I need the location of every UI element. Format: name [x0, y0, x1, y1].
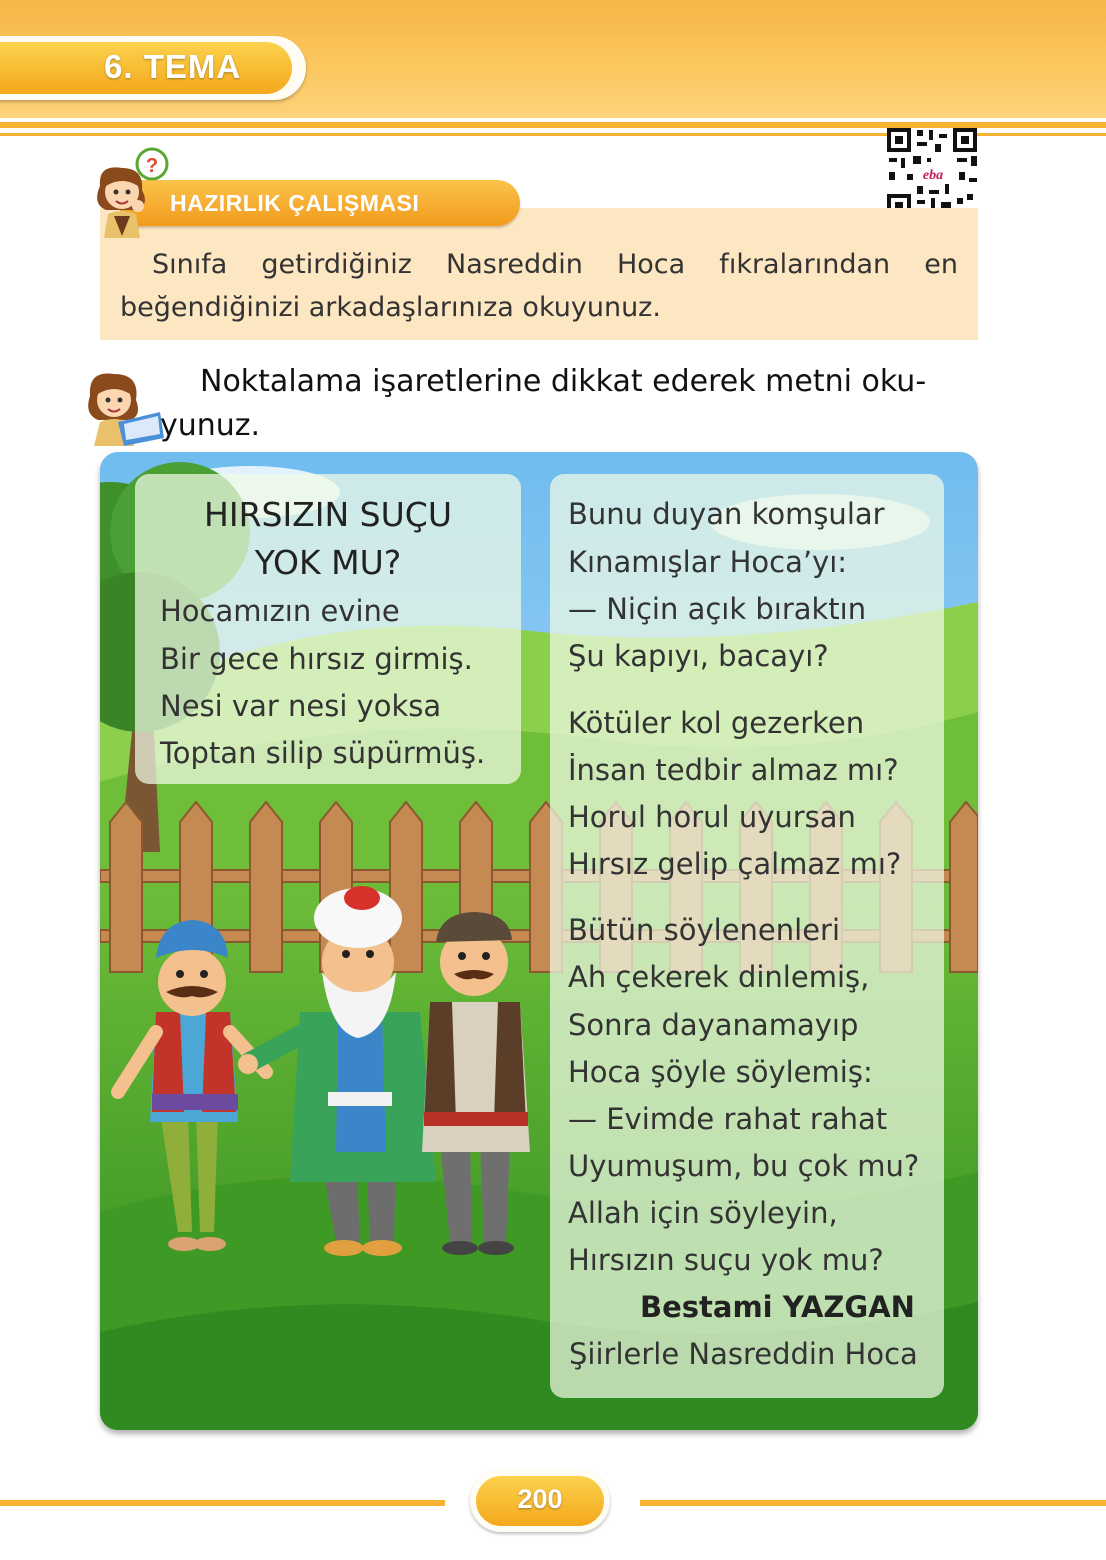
poem-line: Bütün söylenenleri: [568, 913, 841, 947]
poem-line: Sonra dayanamayıp: [568, 1008, 859, 1042]
preparation-text: Sınıfa getirdiğiniz Nasreddin Hoca fıkralarından en beğendiğinizi arkadaşlarınıza okuyunuz.: [120, 249, 958, 323]
footer-divider-left: [0, 1500, 445, 1506]
svg-text:?: ?: [145, 155, 159, 177]
girl-thinking-icon: [92, 146, 172, 238]
poem-line: Şu kapıyı, bacayı?: [568, 639, 829, 673]
poem-line: Toptan silip süpürmüş.: [160, 736, 486, 770]
eba-logo: eba: [922, 168, 944, 183]
poem-line: Bunu duyan komşular: [568, 497, 885, 531]
preparation-title: HAZIRLIK ÇALIŞMASI: [170, 190, 420, 216]
girl-reading-icon: [84, 360, 168, 446]
poem-line: Kınamışlar Hoca’yı:: [568, 545, 848, 579]
instruction-text: Noktalama işaretlerine dikkat ederek metni oku-yunuz.: [160, 364, 927, 443]
page-number: 200: [517, 1484, 563, 1514]
poem-line: Horul horul uyursan: [568, 800, 856, 834]
poem-line: Hoca şöyle söylemiş:: [568, 1055, 873, 1089]
poem-line: Hırsız gelip çalmaz mı?: [568, 847, 902, 881]
poem-line: Nesi var nesi yoksa: [160, 689, 442, 723]
poem-line: Hırsızın suçu yok mu?: [568, 1243, 884, 1277]
poem-author: Bestami YAZGAN: [640, 1290, 915, 1324]
poem-line: Kötüler kol gezerken: [568, 706, 865, 740]
theme-label: 6. TEMA: [104, 48, 242, 85]
qr-code-icon[interactable]: [887, 128, 977, 218]
poem-line: Ah çekerek dinlemiş,: [568, 960, 870, 994]
poem-source: Şiirlerle Nasreddin Hoca: [569, 1337, 918, 1371]
poem-line: Hocamızın evine: [160, 594, 400, 628]
poem-line: Allah için söyleyin,: [568, 1196, 838, 1230]
poem-line: Bir gece hırsız girmiş.: [160, 642, 473, 676]
poem-line: — Niçin açık bıraktın: [568, 592, 867, 626]
poem-title-line2: YOK MU?: [254, 543, 402, 582]
poem-line: — Evimde rahat rahat: [568, 1102, 888, 1136]
poem-line: İnsan tedbir almaz mı?: [568, 753, 899, 787]
poem-title-line1: HIRSIZIN SUÇU: [204, 495, 452, 534]
footer-divider-right: [640, 1500, 1106, 1506]
poem-line: Uyumuşum, bu çok mu?: [568, 1149, 920, 1183]
